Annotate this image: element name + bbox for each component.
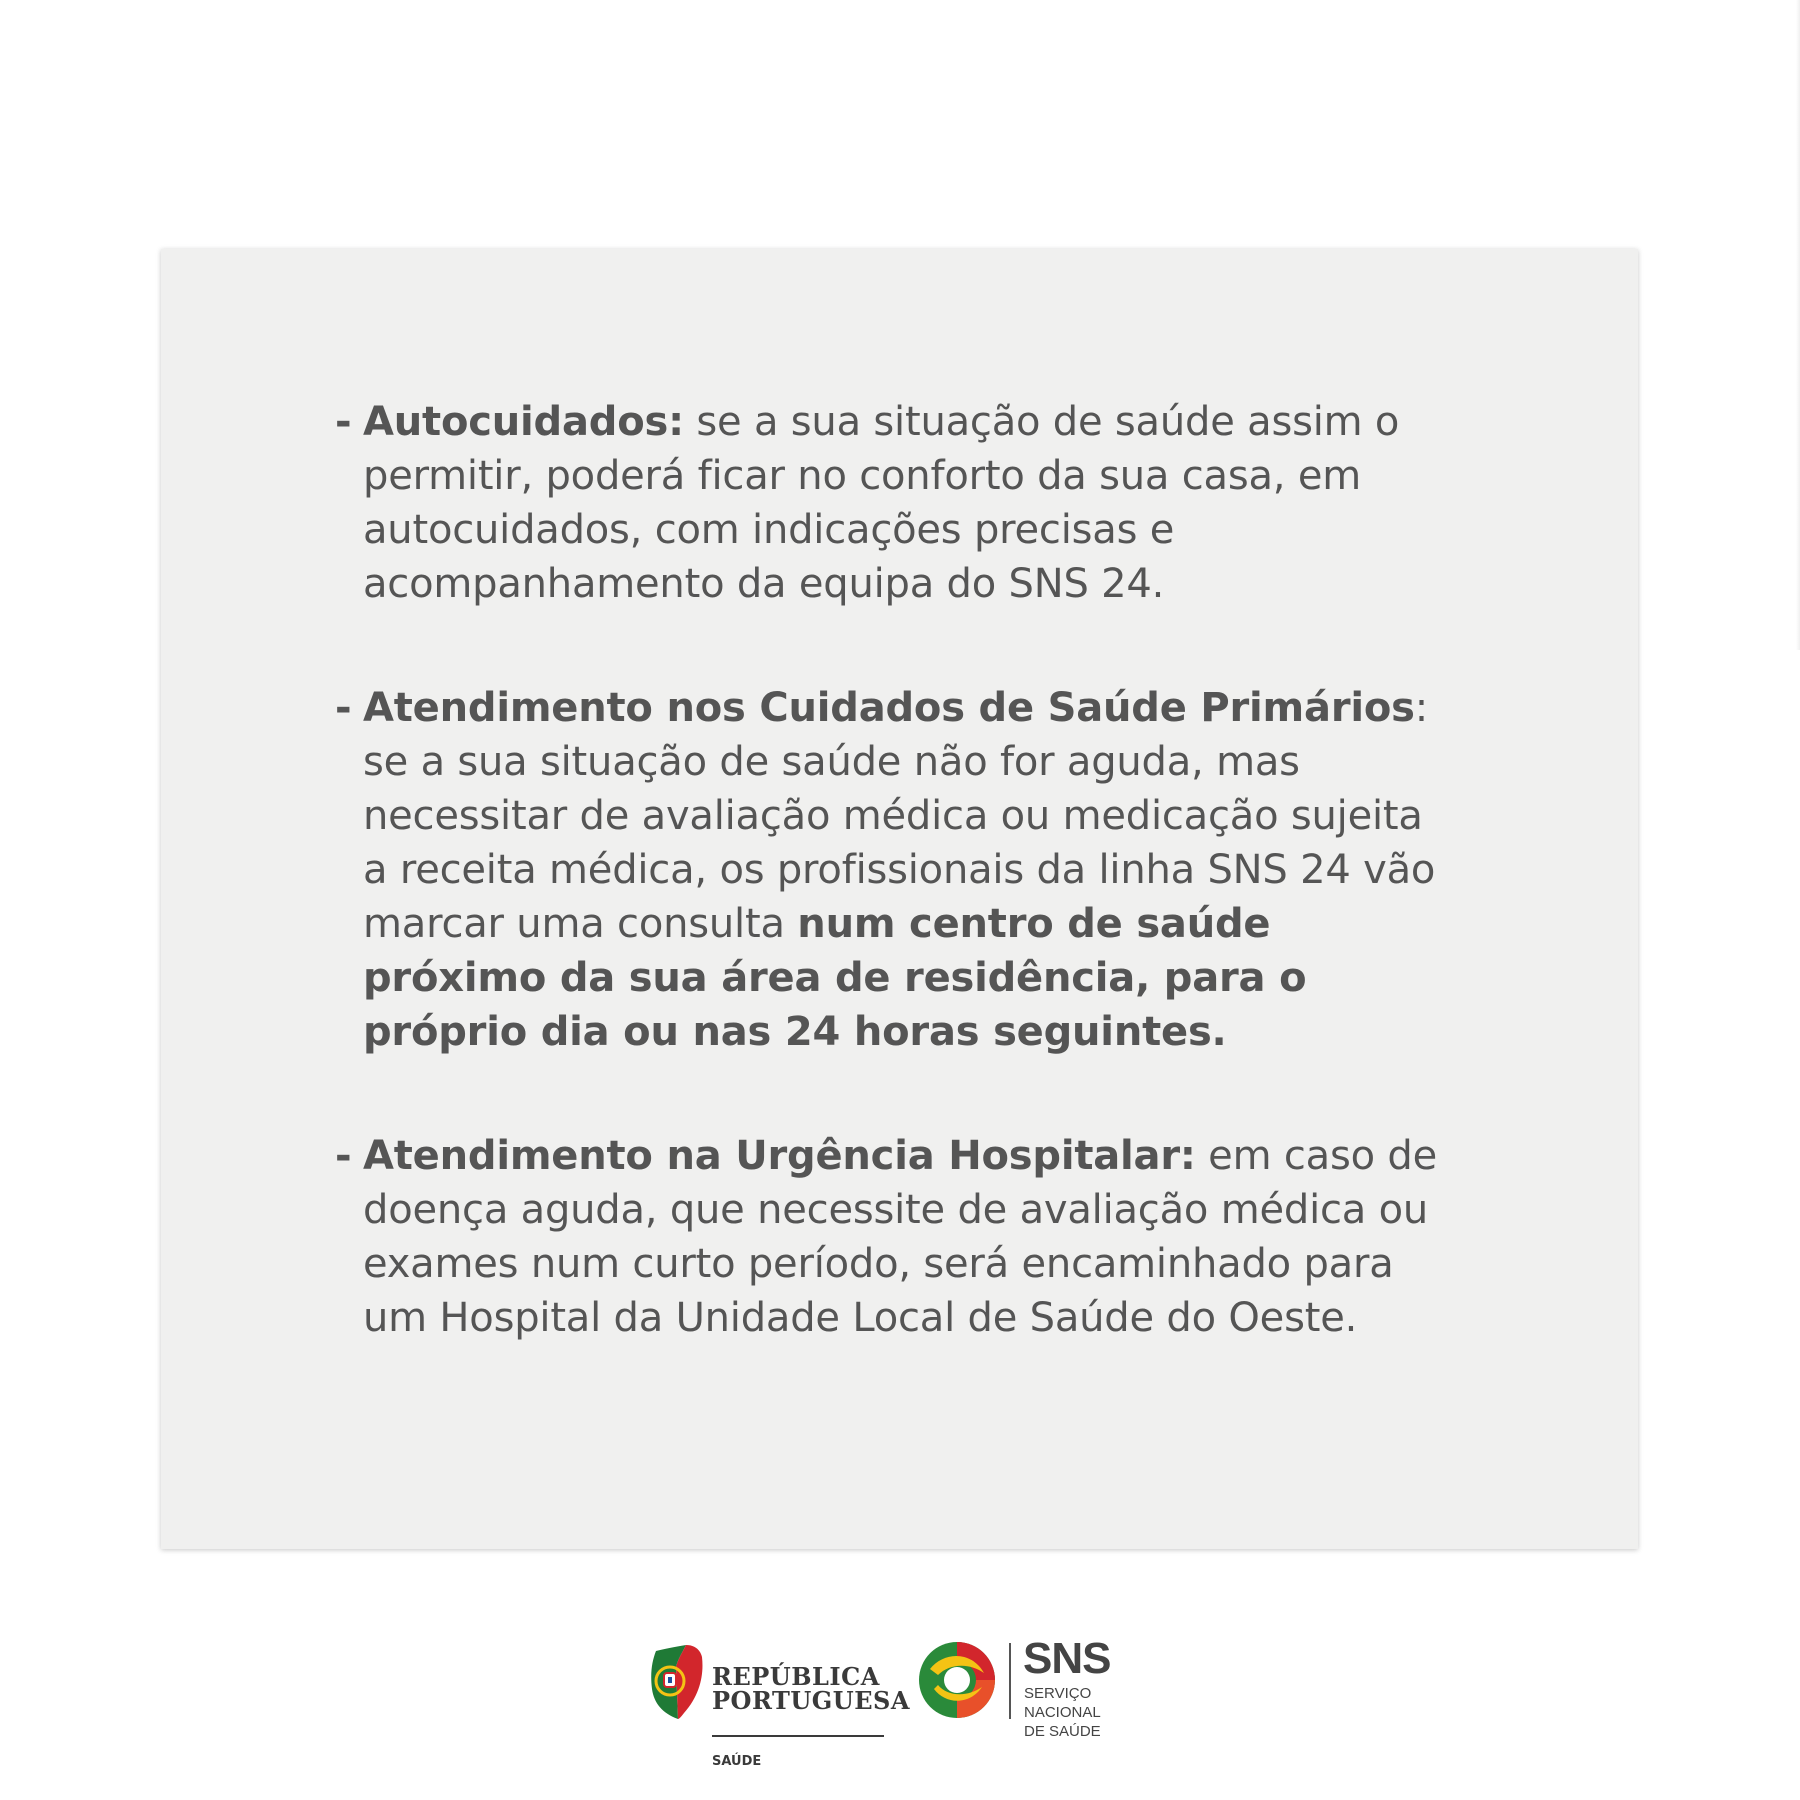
item-heading: Atendimento nos Cuidados de Saúde Primários bbox=[363, 685, 1415, 731]
list-dash: - bbox=[335, 685, 352, 731]
republica-sub-label: SAÚDE bbox=[712, 1754, 762, 1769]
list-item-cuidados-primarios bbox=[335, 681, 1455, 1059]
list-dash: - bbox=[335, 399, 352, 445]
sns-divider bbox=[1009, 1643, 1011, 1719]
item-heading: Autocuidados: bbox=[363, 399, 684, 445]
republica-portuguesa-wordmark bbox=[712, 1662, 910, 1715]
care-options-list bbox=[335, 395, 1455, 1345]
item-text: se a sua situação de saúde não for aguda, mas necessitar de avaliação médica ou medicação sujeita a receita médica, os profissionais da linha SNS 24 vão marcar uma consulta bbox=[363, 739, 1436, 947]
republica-line1: REPÚBLICA bbox=[712, 1662, 880, 1691]
republica-divider bbox=[712, 1735, 884, 1737]
item-emphasis: num centro de saúde próximo da sua área de residência, para o próprio dia ou nas 24 horas seguintes. bbox=[363, 901, 1307, 1055]
sns-subtitle bbox=[1024, 1684, 1158, 1741]
list-item-autocuidados bbox=[335, 395, 1455, 611]
republica-portuguesa-logo bbox=[648, 1643, 910, 1769]
sns-subtitle-line1: SERVIÇO NACIONAL bbox=[1024, 1685, 1101, 1721]
page-edge-shadow bbox=[1796, 0, 1800, 650]
footer-logos bbox=[0, 1630, 1800, 1770]
sns-emblem-icon bbox=[918, 1641, 996, 1719]
item-text: em caso de doença aguda, que necessite de avaliação médica ou exames num curto período, será encaminhado para um Hospital da Unidade Local de Saúde do Oeste. bbox=[363, 1133, 1438, 1341]
republica-line2: PORTUGUESA bbox=[712, 1686, 910, 1715]
sns-logo bbox=[918, 1634, 1158, 1740]
item-heading: Atendimento na Urgência Hospitalar: bbox=[363, 1133, 1196, 1179]
item-colon: : bbox=[1414, 685, 1429, 731]
list-dash: - bbox=[335, 1133, 352, 1179]
item-text: se a sua situação de saúde assim o permitir, poderá ficar no conforto da sua casa, em autocuidados, com indicações precisas e acompanhamento da equipa do SNS 24. bbox=[363, 399, 1400, 607]
sns-subtitle-line2: DE SAÚDE bbox=[1024, 1723, 1101, 1740]
list-item-urgencia-hospitalar bbox=[335, 1129, 1455, 1345]
sns-title: SNS bbox=[1023, 1634, 1111, 1683]
portuguese-republic-emblem-icon bbox=[648, 1643, 704, 1723]
